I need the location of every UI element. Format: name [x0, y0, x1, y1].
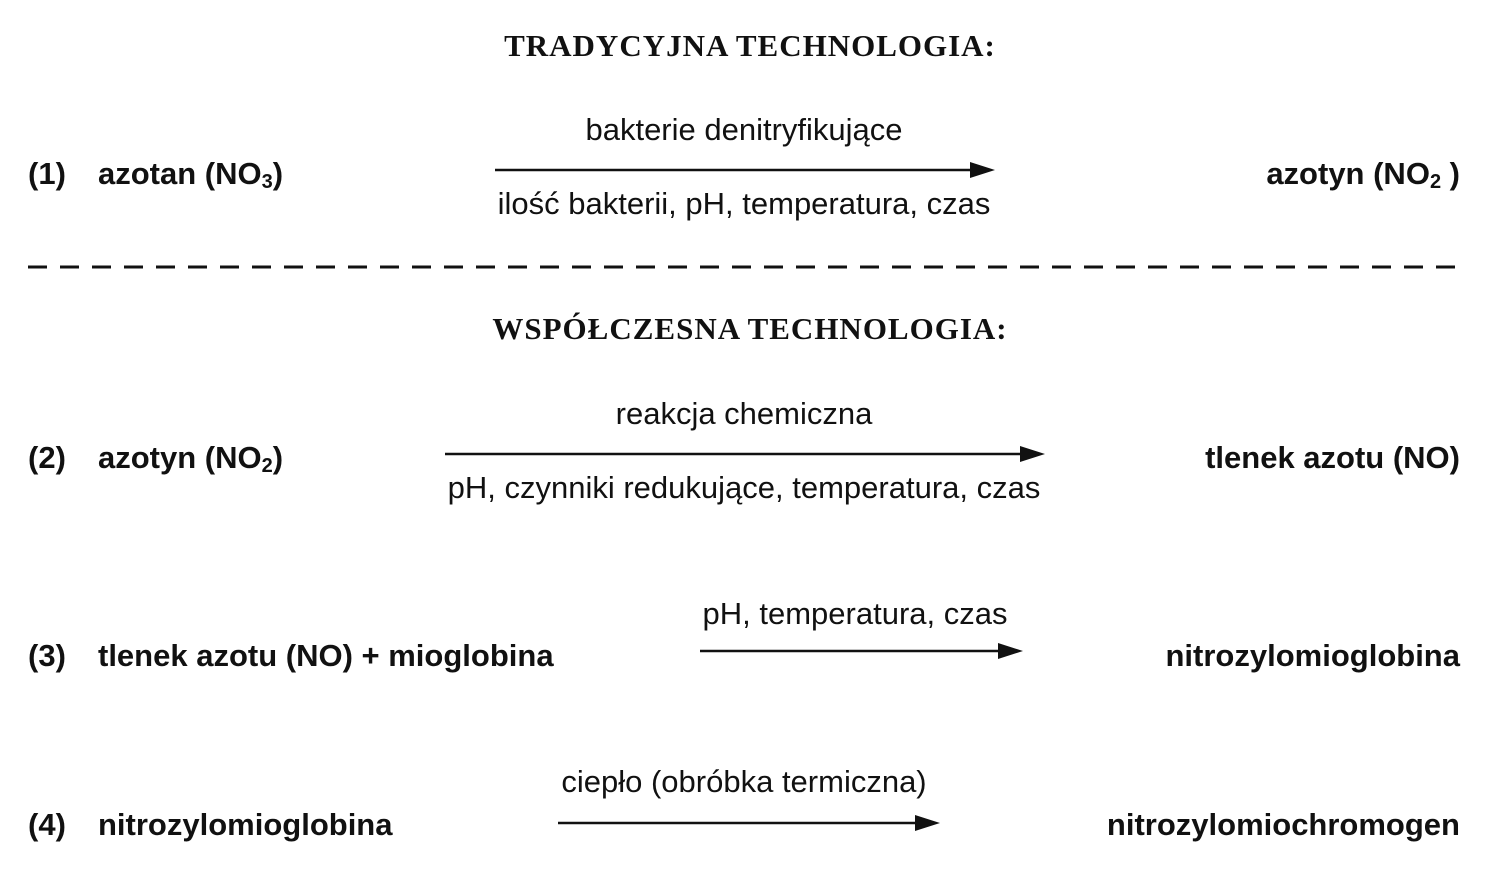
product: tlenek azotu (NO)	[1205, 440, 1460, 475]
reaction-arrow	[700, 641, 1023, 661]
section-divider	[28, 262, 1468, 272]
condition-below: ilość bakterii, pH, temperatura, czas	[497, 186, 991, 221]
product: nitrozylomioglobina	[1165, 638, 1460, 673]
traditional-technology-heading: TRADYCYJNA TECHNOLOGIA:	[504, 28, 996, 63]
condition-above: ciepło (obróbka termiczna)	[561, 764, 927, 799]
condition-above: bakterie denitryfikujące	[585, 112, 903, 147]
reaction-number: (3)	[28, 638, 66, 673]
modern-technology-heading: WSPÓŁCZESNA TECHNOLOGIA:	[492, 311, 1008, 346]
reactant: tlenek azotu (NO) + mioglobina	[98, 638, 554, 673]
condition-above: reakcja chemiczna	[615, 396, 873, 431]
condition-above: pH, temperatura, czas	[702, 596, 1008, 631]
reaction-arrow	[445, 444, 1045, 464]
reactant: azotyn $(NO_2)$	[98, 440, 284, 477]
condition-below: pH, czynniki redukujące, temperatura, czas	[447, 470, 1041, 505]
reaction-number: (2)	[28, 440, 66, 475]
reactant: azotan $(NO_3)$	[98, 156, 284, 193]
product: azotyn ($NO_2$ )	[1266, 156, 1460, 193]
reaction-arrow	[495, 160, 995, 180]
product: nitrozylomiochromogen	[1106, 807, 1460, 842]
reaction-number: (4)	[28, 807, 66, 842]
reaction-arrow	[558, 813, 940, 833]
reaction-number: (1)	[28, 156, 66, 191]
reactant: nitrozylomioglobina	[98, 807, 393, 842]
